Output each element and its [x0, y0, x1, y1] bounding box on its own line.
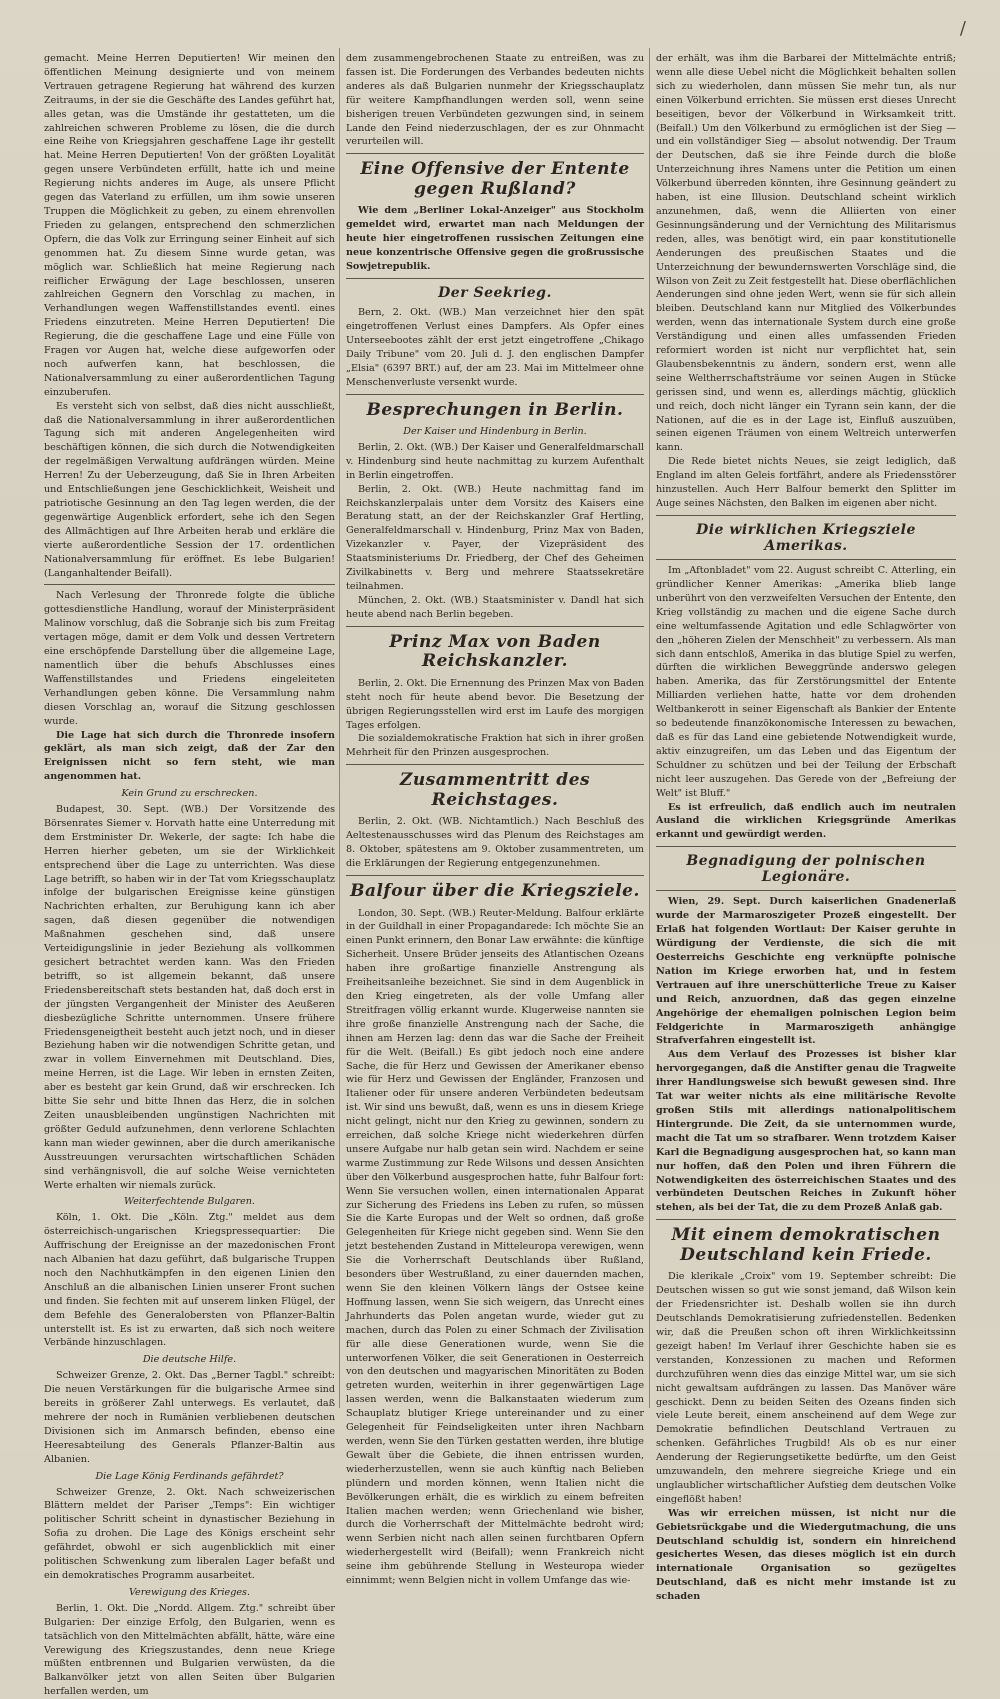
headline-demokratisch: Mit einem demokratischen Deutschland kein Friede.	[671, 1225, 941, 1265]
headline-amerika: Die wirklichen Kriegsziele Amerikas.	[696, 521, 916, 554]
headline-begnadigung: Begnadigung der polnischen Legionäre.	[686, 853, 926, 886]
article-begnadigung-2: Aus dem Verlauf des Prozesses ist bisher klar hervorgegangen, daß die Anstifter genau die Tragweite ihrer Handlungsweise sich bewußt gewesen sind. Ihre Tat war weiter nichts als eine militärische Revolte großen Stils mit allerdings nationalpolitischem Hintergrunde. Die Zeit, da sie unternommen wurde, macht die Tat um so strafbarer. Wenn trotzdem Kaiser Karl die Begnadigung ausgesprochen hat, so kann man nur hoffen, daß den Polen und ihren Führern die Notwendigkeiten des österreichischen Staates und des verbündeten Deutschen Reiches in Zukunft höher stehen, als bei der Tat, die zu dem Prozeß Anlaß gab.	[656, 1049, 956, 1214]
divider	[44, 584, 335, 585]
column-rule-left	[339, 48, 340, 1408]
divider	[346, 153, 644, 154]
headline-balfour: Balfour über die Kriegsziele.	[350, 880, 640, 901]
article-besprechungen-3: München, 2. Okt. (WB.) Staatsminister v. Dandl hat sich heute abend nach Berlin begeben.	[346, 594, 644, 620]
article-offensive: Wie dem „Berliner Lokal-Anzeiger" aus Stockholm gemeldet wird, erwartet man nach Meldungen der heute hier eingetroffenen russischen Zeitungen eine neue konzentrische Offensive gegen die großrussische Sowjetrepublik.	[346, 205, 644, 273]
headline-weiterfechtende: Weiterfechtende Bulgaren.	[124, 1196, 255, 1208]
article-besprechungen-1: Berlin, 2. Okt. (WB.) Der Kaiser und Generalfeldmarschall v. Hindenburg sind heute nachmittag zu kurzem Aufenthalt in Berlin eingetroffen.	[346, 441, 644, 481]
verewigung-continued: dem zusammengebrochenen Staate zu entreißen, was zu fassen ist. Die Forderungen des Verbandes bedeuten nichts anderes als daß Bulgarien nunmehr der Kriegsschauplatz für weitere Kampfhandlungen werden soll, wenn seine bisherigen treuen Verbündeten gezwungen sind, in seinem Lande den Feind niederzuschlagen, der es zur Ohnmacht verurteilen will.	[346, 53, 644, 148]
subheadline-kaiser: Der Kaiser und Hindenburg in Berlin.	[403, 426, 587, 438]
headline-lage-koenig: Die Lage König Ferdinands gefährdet?	[95, 1470, 284, 1482]
thronrede-text-2: Es versteht sich von selbst, daß dies nicht ausschließt, daß die Nationalversammlung in ihrer außerordentlichen Tagung sich mit anderen Angelegenheiten wird beschäftigen können, die sich durch die Notwendigkeiten der regelmäßigen Verwaltung aufdrängen würden. Meine Herren! Zu der Ueberzeugung, daß Sie in Ihren Arbeiten und Entschließungen jene Geschicklichkeit, Weisheit und patriotische Gesinnung an den Tag legen werden, die der gegenwärtige Augenblick erfordert, sehe ich den Segen des Allmächtigen auf Ihre Arbeiten herab und erkläre die vierte außerordentliche Session der 17. ordentlichen Nationalversammlung für eröffnet. Es lebe Bulgarien! (Langanhaltender Beifall).	[44, 400, 335, 579]
headline-seekrieg: Der Seekrieg.	[438, 284, 552, 301]
article-demokratisch-1: Die klerikale „Croix" vom 19. September schreibt: Die Deutschen wissen so gut wie sonst jemand, daß Wilson kein der Friedensrichter ist. Deshalb wollen sie ihn durch Deutschlands Demokratisierung zufriedenstellen. Bedenken wir, daß die Preußen schon oft ihren Wirklichkeitssinn gezeigt haben! Im Verlauf ihrer Geschichte haben sie es verstanden, Konzessionen zu machen und Reformen durchzuführen wenn dies das einzige Mittel war, um sie sich nicht gewaltsam aufdrängen zu lassen. Das Manöver wäre geschickt. Denn zu beiden Seiten des Ozeans finden sich viele Leute bereit, einem anscheinend auf dem Wege zur Demokratie befindlichen Deutschland Vertrauen zu schenken. Gefährliches Trugbild! Als ob es nur einer Aenderung der Regierungsetikette bedürfte, um den Geist umzuwandeln, den mehrere siegreiche Kriege und ein unglaublicher wirtschaftlicher Aufstieg dem deutschen Volke eingeflößt haben!	[656, 1271, 956, 1505]
article-prinz-max-2: Die sozialdemokratische Fraktion hat sich in ihrer großen Mehrheit für den Prinzen ausgesprochen.	[346, 733, 644, 759]
article-deutsche-hilfe: Schweizer Grenze, 2. Okt. Das „Berner Tagbl." schreibt: Die neuen Verstärkungen für die bulgarische Armee sind bereits in größerer Zahl unterwegs. Es verlautet, daß mehrere der noch in Rumänien verbliebenen deutschen Divisionen sich im Anmarsch befinden, ebenso eine Heeresabteilung des Generals Pflanzer-Baltin aus Albanien.	[44, 1370, 335, 1465]
divider	[656, 1219, 956, 1220]
headline-kein-grund: Kein Grund zu erschrecken.	[121, 788, 258, 800]
headline-deutsche-hilfe: Die deutsche Hilfe.	[142, 1354, 237, 1366]
divider	[346, 875, 644, 876]
divider	[656, 846, 956, 847]
article-besprechungen-2: Berlin, 2. Okt. (WB.) Heute nachmittag fand im Reichskanzlerpalais unter dem Vorsitz des Kaisers eine Beratung statt, an der der Reichskanzler Graf Hertling, Generalfeldmarschall v. Hindenburg, Prinz Max von Baden, Vizekanzler v. Payer, der Vizepräsident des Staatsministeriums Dr. Friedberg, der Chef des Geheimen Zivilkabinetts v. Berg und mehrere Staatssekretäre teilnahmen.	[346, 483, 644, 593]
column-rule-right	[649, 48, 650, 1408]
article-amerika: Im „Aftonbladet" vom 22. August schreibt C. Atterling, ein gründlicher Kenner Amerikas: „Amerika blieb lange unberührt von den verzweifelten Versuchen der Entente, den Krieg vollständig zu machen und die eigene Sache durch eine weltumfassende Agitation und edle Schlagwörter von den „höheren Zielen der Menschheit" zu verbessern. Als man sich dann entschloß, Amerika in das blutige Spiel zu werfen, dürften die wirklichen Beweggründe anderswo gelegen haben. Amerika, das für Zerstörungsmittel der Entente Milliarden verliehen hatte, hatte vor dem drohenden Weltbankerott in seiner Eigenschaft als Bankier der Entente so bedeutende finanzökonomische Interessen zu bewachen, daß es für das Land eine gebietende Notwendigkeit wurde, aktiv einzugreifen, um das Leben und das Eigentum der Schuldner zu schützen und bei der Teilung der Erbschaft nicht leer auszugehen. Das Gerede von der „Befreiung der Welt" ist Bluff."	[656, 565, 956, 799]
article-kein-grund: Budapest, 30. Sept. (WB.) Der Vorsitzende des Börsenrates Siemer v. Horvath hatte eine Unterredung mit dem Erstminister Dr. Wekerle, der sagte: Ich habe die Herren hierher gebeten, um sie der Wirklichkeit entsprechend über die Lage zu unterrichten. Was diese Lage betrifft, so haben wir in der Tat vom Kriegsschauplatz infolge der bulgarischen Ereignisse keine günstigen Nachrichten erhalten, zur Beruhigung kann ich aber sagen, daß diesen gegenüber die notwendigen Maßnahmen geschehen sind, daß unsere Verteidigungslinie in jeder Beziehung als vollkommen gesichert betrachtet werden kann. Was den Frieden betrifft, so ist allgemein bekannt, daß unsere Friedensbereitschaft stets bestanden hat, daß doch erst in der jüngsten Vergangenheit der Minister des Aeußeren diesbezügliche Schritte unternommen. Unsere frühere Friedensgeneigtheit besteht auch jetzt noch, und in dieser Beziehung haben wir die notwendigen Schritte getan, und zwar in vollem Einvernehmen mit Deutschland. Dies, meine Herren, ist die Lage. Wir leben in ernsten Zeiten, aber es besteht gar kein Grund, daß wir erschrecken. Ich bitte Sie sehr und bitte Ihnen das Herz, die in solchen Zeiten unausbleibenden ungünstigen Nachrichten mit größter Geduld aufzunehmen, denn verlorene Schlachten kann man wieder gewinnen, aber die durch amerikanische Ausstreuungen verursachten wirtschaftlichen Schäden sind verhängnisvoll, die auf solche Weise vernichteten Werte erhalten wir niemals zurück.	[44, 804, 335, 1191]
headline-offensive: Eine Offensive der Entente gegen Rußland?	[360, 159, 630, 199]
column-2	[346, 52, 644, 1587]
balfour-continued: der erhält, was ihm die Barbarei der Mittelmächte entriß; wenn alle diese Uebel nicht die Möglichkeit behalten sollen sich zu wiederholen, dann müssen Sie mehr tun, als nur einen Völkerbund errichten. Sie müssen erst dieses Unrecht beseitigen, bevor der Völkerbund in Wirksamkeit tritt. (Beifall.) Um den Völkerbund zu ermöglichen ist der Sieg — und ein vollständiger Sieg — absolut notwendig. Der Traum der Deutschen, daß sie ihre Feinde durch die bloße Unterzeichnung ihres Namens unter die Petition um einen Völkerbund überreden könnten, ihre Gesinnung geändert zu haben, ist eine Illusion. Deutschland scheint wirklich anzunehmen, daß, wenn die Alliierten von einer Gesinnungsänderung und der Vernichtung des Militarismus reden, alles, was benötigt wird, ein paar konstitutionelle Aenderungen des preußischen Staates und die Unterzeichnung der bewundernswerten Vorschläge sind, die Wilson von Zeit zu Zeit festgestellt hat. Diese oberflächlichen Aenderungen sind ohne jeden Wert, wenn sie für sich allein bleiben. Deutschland kann nur Mitglied des Völkerbundes werden, wenn das internationale System durch eine große Verständigung und einen alles umfassenden Frieden reformiert worden ist nicht nur verpflichtet hat, sein Glaubensbekenntnis zu ändern, sondern erst, wenn alle seine Weltherrschaftsträume vor seinen Augen in Stücke gerissen sind, und wenn es, allerdings mächtig, glücklich und reich, doch nicht länger ein Tyrann sein kann, der die Nationen, auf die es in der Lage ist, Einfluß auszuüben, seinen eigenen Träumen von einem Weltreich unterwerfen kann.	[656, 53, 956, 454]
balfour-commentary: Die Rede bietet nichts Neues, sie zeigt lediglich, daß England im alten Geleis fortfährt, andere als Friedensstörer hinzustellen. Auch Herr Balfour bemerkt den Splitter im Auge seines Nächsten, den Balken im eigenen aber nicht.	[656, 456, 956, 509]
headline-verewigung: Verewigung des Krieges.	[128, 1586, 251, 1598]
article-begnadigung-1: Wien, 29. Sept. Durch kaiserlichen Gnadenerlaß wurde der Marmaroszigeter Prozeß eingestellt. Der Erlaß hat folgenden Wortlaut: Der Kaiser geruhte in Würdigung der Verdienste, die sich die mit Oesterreichs Geschichte eng verknüpfte polnische Nation im Kriege erworben hat, und in festem Vertrauen auf ihre unerschütterliche Treue zu Kaiser und Reich, anzuordnen, daß das gegen einzelne Angehörige der ehemaligen polnischen Legion beim Feldgerichte in Marmaroszigeth anhängige Strafverfahren eingestellt ist.	[656, 896, 956, 1047]
thronrede-text-3: Nach Verlesung der Thronrede folgte die übliche gottesdienstliche Handlung, worauf der Ministerpräsident Malinow vorschlug, daß die Sobranje sich bis zum Freitag vertagen möge, damit er dem Volk und dessen Vertretern eine erschöpfende Darstellung über die allgemeine Lage, namentlich über die behufs Abschlusses eines Waffenstillstandes und Friedens eingeleiteten Verhandlungen geben könne. Die Versammlung nahm diesen Vorschlag an, worauf die Sitzung geschlossen wurde.	[44, 590, 335, 727]
divider	[346, 626, 644, 627]
headline-besprechungen: Besprechungen in Berlin.	[366, 399, 624, 420]
article-weiterfechtende: Köln, 1. Okt. Die „Köln. Ztg." meldet aus dem österreichisch-ungarischen Kriegspressequartier: Die Auffrischung der Ereignisse an der mazedonischen Front nach Albanien hat dazu geführt, daß bulgarische Truppen noch den Nachhutkämpfen in den eigenen Linien den Anschluß an die albanischen Linien unserer Front suchen und finden. Sie fechten mit auf unserem linken Flügel, der dem Befehle des Generalobersten von Pflanzer-Baltin unterstellt ist. Es ist zu erwarten, daß sich noch weitere Verbände hinzuschlagen.	[44, 1212, 335, 1349]
article-zusammentritt: Berlin, 2. Okt. (WB. Nichtamtlich.) Nach Beschluß des Aeltestenausschusses wird das Plenum des Reichstages am 8. Oktober, spätestens am 9. Oktober zusammentreten, um die Erklärungen der Regierung entgegenzunehmen.	[346, 816, 644, 870]
article-prinz-max-1: Berlin, 2. Okt. Die Ernennung des Prinzen Max von Baden steht noch für heute abend bevor. Die Besetzung der übrigen Regierungsstellen wird erst im Laufe des morgigen Tages erfolgen.	[346, 677, 644, 731]
article-balfour: London, 30. Sept. (WB.) Reuter-Meldung. Balfour erklärte in der Guildhall in einer Propagandarede: Ich möchte Sie an einen Punkt erinnern, den Bonar Law erwähnte: die künftige Sicherheit. Unsere Brüder jenseits des Atlantischen Ozeans haben ihre großartige finanzielle Anstrengung als Freiheitsanleihe bezeichnet. Sie sind in dem Augenblick in den Krieg eingetreten, als der volle Umfang aller Streitfragen völlig erkannt wurde. Klugerweise nannten sie ihre große finanzielle Anstrengung nach der Sache, die ihnen am Herzen lag: denn das war die Sache der Freiheit für die Welt. (Beifall.) Es gibt jedoch noch eine andere Sache, die für Herz und Gewissen der Amerikaner ebenso wie für Herz und Gewissen der Engländer, Franzosen und Italiener oder für unsere anderen Verbündeten bedeutsam ist. Wir sind uns bewußt, daß, wenn es uns in diesem Kriege nicht gelingt, nicht nur den Krieg zu gewinnen, sondern zu erreichen, daß solche Kriege nicht wiederkehren dürfen unsere Aufgabe nur halb getan sein wird. Nachdem er seine warme Zustimmung zur Rede Wilsons und dessen Ansichten über den Völkerbund ausgesprochen hatte, fuhr Balfour fort: Wenn Sie versuchen wollen, einen internationalen Apparat zur Sicherung des Friedens ins Leben zu rufen, so müssen Sie die Karte Europas und der Welt so ordnen, daß große Gelegenheiten für Kriege nicht gegeben sind. Wenn Sie den jetzt bestehenden Zustand in Mitteleuropa verewigen, wenn Sie die Vorherrschaft Deutschlands über Rußland, besonders über Westrußland, zu einer dauernden machen, wenn Sie den kleinen Völkern längs der Ostsee keine Hoffnung lassen, wenn Sie sich weigern, das Unrecht eines Jahrhunderts das Polen angetan wurde, wieder gut zu machen, durch das Polen zu einer Schmach der Zivilisation für alle diese Generationen wurde, wenn Sie die unterworfenen Völker, die seit Generationen in Oesterreich von den deutschen und magyarischen Minoritäten zu Boden getreten wurden, weiterhin in ihrer gegenwärtigen Lage lassen werden, wenn die Balkanstaaten wiederum zum Schauplatz blutiger Kriege untereinander und zu einer Gelegenheit für Feindseligkeiten unter ihren Nachbarn werden, wenn Sie den Türken gestatten werden, ihre blutige Gewalt über die Gebiete, die ihnen entrissen wurden, wiederherzustellen, wenn sie auch künftig nach Belieben plündern und morden können, wenn Italien nicht die Bevölkerungen erhält, die es wirklich zu einem befreiten Italien machen werden; wenn Griechenland wie bisher, durch die Vorherrschaft der Mittelmächte bedroht wird; wenn Serbien nicht nach allen seinen furchtbaren Opfern wiederhergestellt wird (Beifall); wenn Frankreich nicht seine ihm gebührende Stellung in Westeuropa wieder einnimmt; wenn Belgien nicht in vollem Umfange das wie-	[346, 907, 644, 1587]
article-verewigung: Berlin, 1. Okt. Die „Nordd. Allgem. Ztg." schreibt über Bulgarien: Der einzige Erfolg, den Bulgarien, wenn es tatsächlich von den Mittelmächten abfällt, hätte, wäre eine Verewigung des Kriegszustandes, denn neue Kriege müßten entbrennen und Bulgarien verwüsten, da die Balkanvölker jetzt von allen Seiten über Bulgarien herfallen werden, um	[44, 1602, 335, 1698]
thronrede-summary: Die Lage hat sich durch die Thronrede insofern geklärt, als man sich zeigt, daß der Zar den Ereignissen nicht so fern steht, wie man angenommen hat.	[44, 729, 335, 783]
article-seekrieg: Bern, 2. Okt. (WB.) Man verzeichnet hier den spät eingetroffenen Verlust eines Dampfers. Als Opfer eines Unterseebootes zählt der erst jetzt eingetroffene „Chikago Daily Tribune" vom 20. Juli d. J. den englischen Dampfer „Elsia" (6397 BRT.) auf, der am 23. Mai im Mittelmeer ohne Menschenverluste versenkt wurde.	[346, 307, 644, 388]
corner-mark: /	[959, 18, 966, 39]
divider	[346, 764, 644, 765]
article-demokratisch-2: Was wir erreichen müssen, ist nicht nur die Gebietsrückgabe und die Wiedergutmachung, die uns Deutschland schuldig ist, sondern ein hinreichend gesichertes Wesen, das dieses möglich ist ein durch internationale Organisation so gezügeltes Deutschland, daß es nicht mehr imstande ist zu schaden	[656, 1507, 956, 1603]
article-amerika-2: Es ist erfreulich, daß endlich auch im neutralen Ausland die wirklichen Kriegsgründe Amerikas erkannt und gewürdigt werden.	[656, 801, 956, 841]
divider	[656, 890, 956, 891]
column-1	[44, 52, 335, 1698]
headline-prinz-max: Prinz Max von Baden Reichskanzler.	[389, 631, 601, 672]
headline-zusammentritt: Zusammentritt des Reichstages.	[399, 770, 591, 810]
article-lage-koenig: Schweizer Grenze, 2. Okt. Nach schweizerischen Blättern meldet der Pariser „Temps": Ein wichtiger politischer Schritt scheint in dynastischer Beziehung in Sofia zu drohen. Die Lage des Königs erscheint sehr gefährdet, obwohl er sich augenblicklich mit einer politischen Schwenkung zum liberalen Lager befaßt und ein demokratisches Programm ausarbeitet.	[44, 1486, 335, 1581]
divider	[346, 278, 644, 279]
divider	[656, 559, 956, 560]
thronrede-text: gemacht. Meine Herren Deputierten! Wir meinen den öffentlichen Meinung designierte und von meinem Vertrauen getragene Regierung hat während des kurzen Zeitraums, in der sie die Geschäfte des Landes geführt hat, alles getan, was die Umstände ihr gestatteten, um die zahlreichen schweren Probleme zu lösen, die die durch eine Reihe von Kriegsjahren geschaffene Lage ihr gestellt hat. Meine Herren Deputierten! Von der größten Loyalität gegen unsere Verbündeten erfüllt, hatte ich und meine Regierung nichts anderes im Auge, als unsere Pflicht gegen das Vaterland zu erfüllen, um ihm sowie unseren Truppen die Möglichkeit zu geben, zu einem ehrenvollen Frieden zu gelangen, entsprechend den schmerzlichen Opfern, die das Volk zur Erringung seiner Einheit auf sich genommen hat. Zu diesem Sinne wurde getan, was möglich war. Schließlich hat meine Regierung nach reiflicher Erwägung der Lage beschlossen, unseren zahlreichen Gegnern den Vorschlag zu machen, in Verhandlungen wegen Waffenstillstandes eventl. eines Friedens einzutreten. Meine Herren Deputierten! Die Regierung, die die geschaffene Lage und eine Fülle von Fragen vor Augen hat, welche diese aufgeworfen oder noch aufwerfen kann, hat beschlossen, die Nationalversammlung zu einer außerordentlichen Tagung einzuberufen.	[44, 53, 335, 398]
divider	[656, 515, 956, 516]
column-3	[656, 52, 956, 1603]
divider	[346, 394, 644, 395]
